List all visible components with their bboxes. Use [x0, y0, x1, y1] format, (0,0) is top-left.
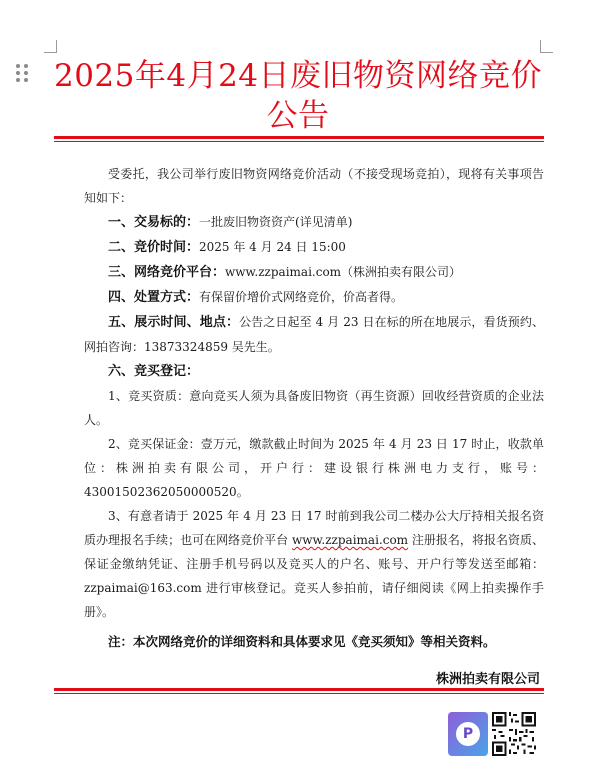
drag-handle-icon[interactable]	[16, 64, 30, 84]
item-label: 六、竞买登记：	[108, 364, 200, 379]
page-corner-mark-top-left	[44, 40, 57, 53]
item-time	[84, 235, 544, 260]
item-text: 2025 年 4 月 24 日 15:00	[199, 240, 346, 254]
footer-divider	[54, 688, 544, 694]
logo-letter: P	[456, 722, 480, 746]
registration-qualification: 1、竞买资质：意向竞买人须为具备废旧物资（再生资源）回收经营资质的企业法人。	[84, 389, 544, 427]
note-paragraph: 注：本次网络竞价的详细资料和具体要求见《竞买须知》等相关资料。	[108, 634, 496, 649]
announcement-body	[84, 162, 544, 654]
item-text: www.zzpaimai.com（株洲拍卖有限公司）	[225, 265, 462, 279]
item-display	[84, 310, 544, 359]
qr-code-icon[interactable]	[492, 712, 536, 756]
page-corner-mark-top-right	[540, 40, 553, 53]
item-subject	[84, 210, 544, 235]
item-platform	[84, 260, 544, 285]
auction-logo-icon	[448, 712, 488, 756]
title-divider	[54, 136, 544, 142]
item-label: 三、网络竞价平台：	[108, 265, 226, 280]
item-registration	[84, 359, 544, 384]
announcement-title: 2025年4月24日废旧物资网络竞价公告	[53, 58, 543, 134]
item-text: 有保留价增价式网络竞价，价高者得。	[199, 290, 404, 304]
item-label: 四、处置方式：	[108, 290, 200, 305]
qr-section	[448, 712, 534, 756]
registration-deposit: 2、竞买保证金：壹万元，缴款截止时间为 2025 年 4 月 23 日 17 时止，收款单位：株洲拍卖有限公司，开户行：建设银行株洲电力支行，账号：43001502362050000520。	[84, 437, 544, 499]
item-label: 五、展示时间、地点：	[108, 315, 240, 330]
procedure-text-start: 3、有意者请于 2025 年 4 月 23 日 17 时前到我公司二楼办公大厅持相关报名资质办理报名手续；也可在网络竞价平台	[84, 509, 544, 547]
procedure-text-end: 注册报名，将报名资质、保证金缴纳凭证、注册手机号码以及竞买人的户名、账号、开户行等发送至邮箱：zzpaimai@163.com 进行审核登记。竞买人参拍前，请仔细阅读《网上拍卖操作手册》。	[84, 533, 544, 619]
item-text: 一批废旧物资资产(详见清单)	[199, 215, 353, 229]
item-label: 一、交易标的：	[108, 215, 200, 230]
platform-link[interactable]: www.zzpaimai.com	[292, 533, 409, 547]
item-label: 二、竞价时间：	[108, 240, 200, 255]
signature: 株洲拍卖有限公司	[435, 672, 540, 687]
registration-procedure	[84, 504, 544, 624]
intro-paragraph: 受委托，我公司举行废旧物资网络竞价活动（不接受现场竞拍），现将有关事项告知如下：	[84, 167, 544, 205]
item-method	[84, 285, 544, 310]
item-text: 公告之日起至 4 月 23 日在标的所在地展示，看货预约、网拍咨询：13873324859 吴先生。	[84, 315, 544, 354]
